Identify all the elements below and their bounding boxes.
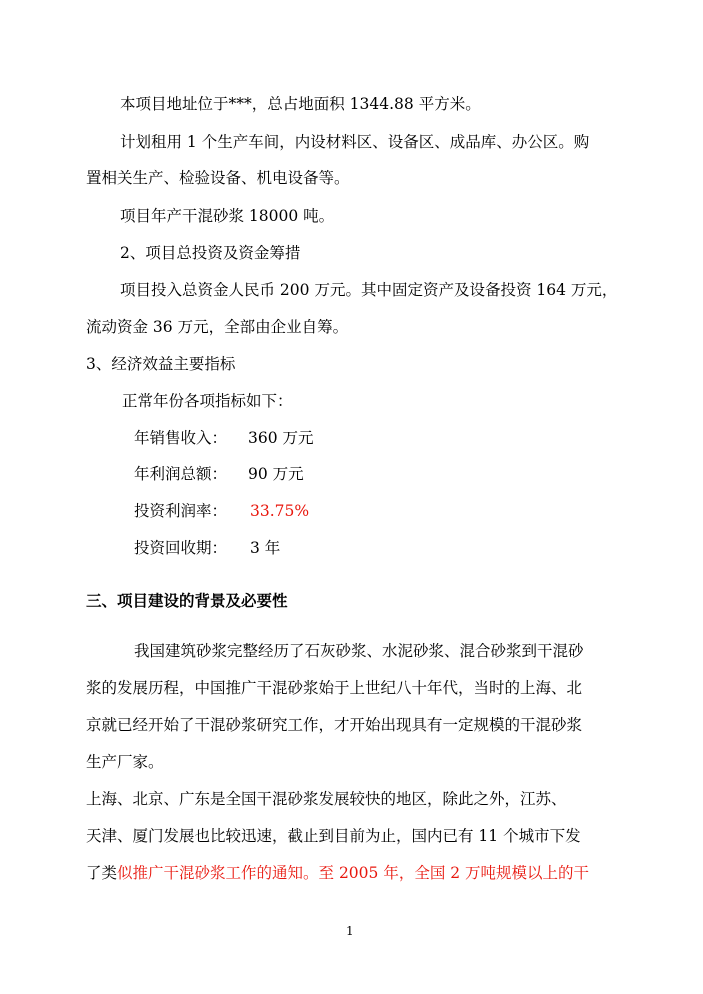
paragraph-plan-line1: 计划租用 1 个生产车间，内设材料区、设备区、成品库、办公区。购 xyxy=(120,133,590,151)
paragraph-investment-line1: 项目投入总资金人民币 200 万元。其中固定资产及设备投资 164 万元， xyxy=(120,281,618,299)
page-number: 1 xyxy=(346,924,354,938)
metric-value-payback: 3 年 xyxy=(250,539,281,557)
metric-label-profit: 年利润总额： xyxy=(134,465,228,483)
section-paragraph1-line3: 京就已经开始了干混砂浆研究工作，才开始出现具有一定规模的干混砂浆 xyxy=(86,716,583,734)
section-paragraph1-line2: 浆的发展历程，中国推广干混砂浆始于上世纪八十年代，当时的上海、北 xyxy=(86,679,583,697)
section-paragraph1-line4: 生产厂家。 xyxy=(86,753,164,771)
paragraph-plan-line2: 置相关生产、检验设备、机电设备等。 xyxy=(86,169,350,187)
paragraph-indicators: 正常年份各项指标如下： xyxy=(122,392,293,410)
subheading-economic: 3、经济效益主要指标 xyxy=(86,355,236,373)
metric-value-roi: 33.75% xyxy=(250,502,310,520)
subheading-investment: 2、项目总投资及资金筹措 xyxy=(120,244,301,262)
metric-value-profit: 90 万元 xyxy=(248,465,304,483)
paragraph-output: 项目年产干混砂浆 18000 吨。 xyxy=(120,207,335,225)
section-paragraph2-line1: 上海、北京、广东是全国干混砂浆发展较快的地区，除此之外，江苏、 xyxy=(86,790,567,808)
section-title: 三、项目建设的背景及必要性 xyxy=(86,592,288,610)
section-paragraph1-line1: 我国建筑砂浆完整经历了石灰砂浆、水泥砂浆、混合砂浆到干混砂 xyxy=(134,642,584,660)
section-paragraph2-line3-highlight: 似推广干混砂浆工作的通知。至 2005 年，全国 2 万吨规模以上的干 xyxy=(117,864,590,882)
metric-label-payback: 投资回收期： xyxy=(134,539,228,557)
paragraph-investment-line2: 流动资金 36 万元，全部由企业自筹。 xyxy=(86,318,349,336)
metric-value-revenue: 360 万元 xyxy=(248,429,314,447)
section-paragraph2-line2: 天津、厦门发展也比较迅速，截止到目前为止，国内已有 11 个城市下发 xyxy=(86,827,581,845)
section-paragraph2-line3 xyxy=(86,863,589,883)
metric-label-revenue: 年销售收入： xyxy=(134,429,228,447)
section-paragraph2-line3-start: 了类 xyxy=(86,864,118,882)
paragraph-site: 本项目地址位于***，总占地面积 1344.88 平方米。 xyxy=(120,95,481,113)
metric-label-roi: 投资利润率： xyxy=(134,502,228,520)
